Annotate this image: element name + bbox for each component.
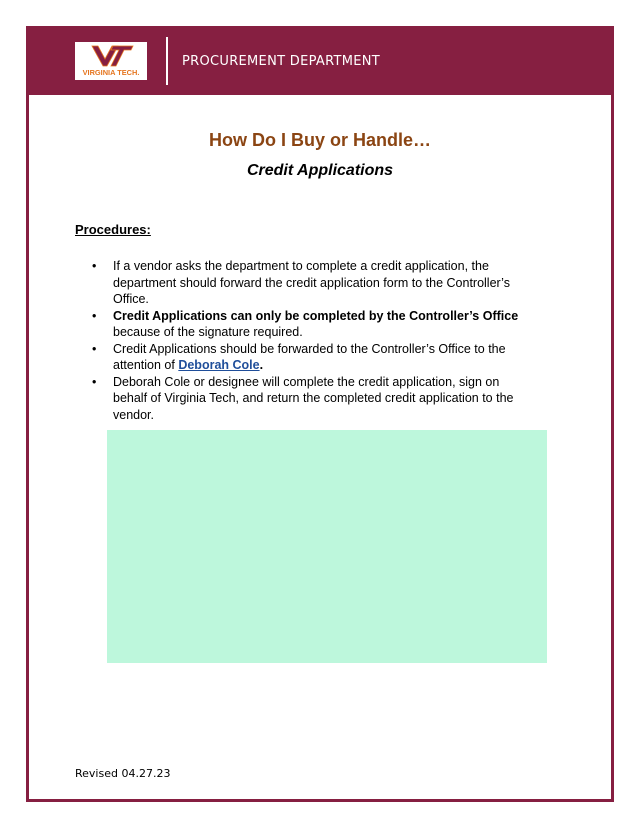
header-band xyxy=(29,29,611,95)
bullet-icon: • xyxy=(92,374,97,389)
bullet-icon: • xyxy=(92,259,97,273)
virginia-tech-logo xyxy=(75,42,147,80)
procedures-list xyxy=(87,258,527,423)
procedures-heading: Procedures: xyxy=(75,222,151,237)
page-frame xyxy=(26,26,614,802)
list-item xyxy=(87,374,527,424)
list-item-bold-text: Credit Applications can only be completed by the Controller’s Office xyxy=(113,308,519,323)
list-item-punctuation: . xyxy=(259,358,264,372)
department-title: PROCUREMENT DEPARTMENT xyxy=(182,54,381,69)
bullet-icon: • xyxy=(92,341,97,356)
list-item xyxy=(87,258,527,308)
list-item-text: Deborah Cole or designee will complete the credit application, sign on behalf of Virginia Tech, and return the completed credit application to the vendor. xyxy=(113,374,514,422)
vt-logo-graphic xyxy=(75,42,147,80)
deborah-cole-link[interactable]: Deborah Cole xyxy=(178,358,260,372)
header-divider xyxy=(166,37,168,85)
image-placeholder xyxy=(107,430,547,663)
list-item-text: If a vendor asks the department to complete a credit application, the department should forward the credit application form to the Controller’s Office. xyxy=(113,259,510,306)
page-title: How Do I Buy or Handle… xyxy=(208,130,431,150)
revised-date: Revised 04.27.23 xyxy=(75,767,171,780)
bullet-icon: • xyxy=(92,308,97,323)
logo-wordmark: VIRGINIA TECH. xyxy=(82,68,140,77)
list-item xyxy=(87,341,527,374)
list-item-text: because of the signature required. xyxy=(113,325,303,339)
list-item-text: Credit Applications should be forwarded to the Controller’s Office to the attention of xyxy=(113,341,506,372)
page-subtitle: Credit Applications xyxy=(246,162,394,179)
list-item xyxy=(87,308,527,341)
